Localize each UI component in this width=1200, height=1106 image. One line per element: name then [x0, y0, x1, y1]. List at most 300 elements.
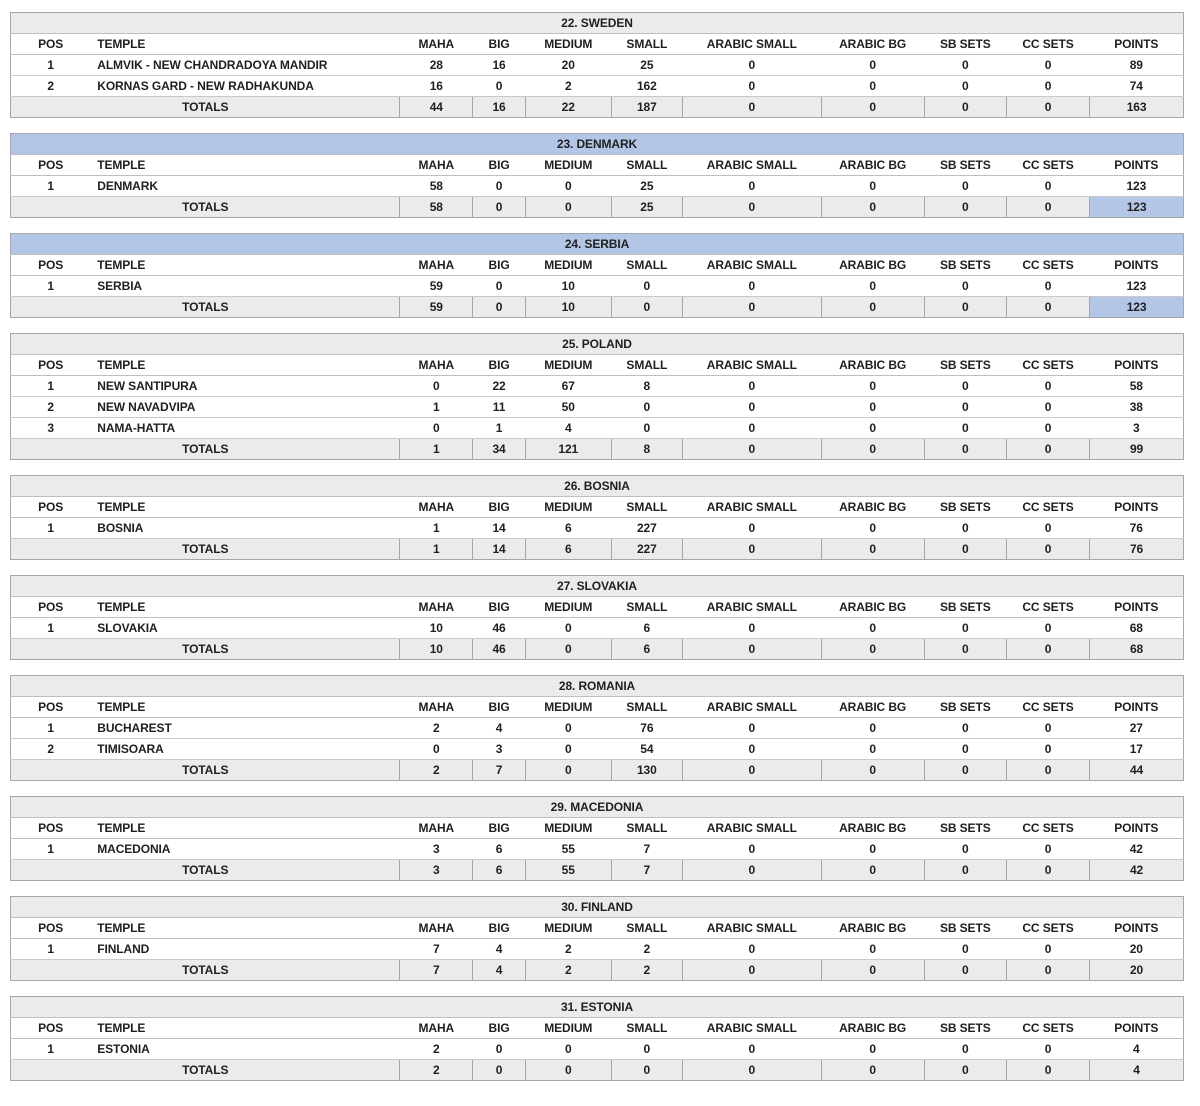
- totals-label: TOTALS: [11, 639, 400, 660]
- column-header-temple: TEMPLE: [90, 255, 400, 276]
- totals-value-cell: 0: [924, 297, 1006, 318]
- temple-cell: ALMVIK - NEW CHANDRADOYA MANDIR: [90, 55, 400, 76]
- column-header-small: SMALL: [611, 697, 683, 718]
- totals-value-cell: 7: [473, 760, 526, 781]
- totals-points-cell: 4: [1090, 1060, 1184, 1081]
- totals-value-cell: 0: [683, 860, 821, 881]
- column-header-sb-sets: SB SETS: [924, 1018, 1006, 1039]
- value-cell: 7: [400, 939, 473, 960]
- column-header-big: BIG: [473, 255, 526, 276]
- country-table-24-serbia: [10, 233, 1184, 318]
- totals-value-cell: 0: [821, 97, 924, 118]
- column-header-arabic-bg: ARABIC BG: [821, 155, 924, 176]
- table-row: [11, 276, 1184, 297]
- totals-value-cell: 0: [1006, 539, 1089, 560]
- table-row: [11, 718, 1184, 739]
- table-row: [11, 55, 1184, 76]
- totals-value-cell: 0: [473, 197, 526, 218]
- column-header-medium: MEDIUM: [525, 697, 611, 718]
- value-cell: 0: [683, 839, 821, 860]
- column-header-medium: MEDIUM: [525, 34, 611, 55]
- value-cell: 67: [525, 376, 611, 397]
- value-cell: 0: [924, 1039, 1006, 1060]
- table-title: 27. SLOVAKIA: [11, 576, 1184, 597]
- column-header-maha: MAHA: [400, 34, 473, 55]
- totals-points-cell: 44: [1090, 760, 1184, 781]
- value-cell: 0: [924, 276, 1006, 297]
- value-cell: 0: [683, 418, 821, 439]
- pos-cell: 2: [11, 397, 91, 418]
- totals-row: [11, 760, 1184, 781]
- value-cell: 0: [473, 1039, 526, 1060]
- value-cell: 17: [1090, 739, 1184, 760]
- totals-value-cell: 6: [611, 639, 683, 660]
- totals-points-cell: 163: [1090, 97, 1184, 118]
- table-row: [11, 739, 1184, 760]
- column-header-temple: TEMPLE: [90, 34, 400, 55]
- value-cell: 0: [821, 839, 924, 860]
- value-cell: 74: [1090, 76, 1184, 97]
- value-cell: 59: [400, 276, 473, 297]
- table-title-row: [11, 676, 1184, 697]
- value-cell: 0: [821, 76, 924, 97]
- pos-cell: 1: [11, 518, 91, 539]
- totals-value-cell: 0: [924, 197, 1006, 218]
- column-header-row: [11, 697, 1184, 718]
- column-header-points: POINTS: [1090, 355, 1184, 376]
- totals-value-cell: 55: [525, 860, 611, 881]
- column-header-maha: MAHA: [400, 918, 473, 939]
- totals-value-cell: 10: [525, 297, 611, 318]
- totals-value-cell: 4: [473, 960, 526, 981]
- totals-row: [11, 960, 1184, 981]
- column-header-arabic-bg: ARABIC BG: [821, 355, 924, 376]
- value-cell: 3: [473, 739, 526, 760]
- value-cell: 0: [1006, 76, 1089, 97]
- value-cell: 0: [1006, 176, 1089, 197]
- value-cell: 0: [924, 718, 1006, 739]
- column-header-maha: MAHA: [400, 355, 473, 376]
- value-cell: 4: [473, 939, 526, 960]
- value-cell: 1: [400, 518, 473, 539]
- totals-row: [11, 197, 1184, 218]
- value-cell: 46: [473, 618, 526, 639]
- value-cell: 0: [924, 518, 1006, 539]
- value-cell: 89: [1090, 55, 1184, 76]
- column-header-pos: POS: [11, 155, 91, 176]
- column-header-points: POINTS: [1090, 818, 1184, 839]
- column-header-big: BIG: [473, 497, 526, 518]
- value-cell: 2: [525, 939, 611, 960]
- value-cell: 0: [525, 618, 611, 639]
- column-header-arabic-bg: ARABIC BG: [821, 255, 924, 276]
- column-header-arabic-bg: ARABIC BG: [821, 918, 924, 939]
- column-header-arabic-bg: ARABIC BG: [821, 597, 924, 618]
- column-header-row: [11, 818, 1184, 839]
- column-header-arabic-small: ARABIC SMALL: [683, 597, 821, 618]
- totals-points-cell: 123: [1090, 297, 1184, 318]
- table-row: [11, 176, 1184, 197]
- column-header-maha: MAHA: [400, 155, 473, 176]
- value-cell: 14: [473, 518, 526, 539]
- column-header-big: BIG: [473, 818, 526, 839]
- value-cell: 0: [683, 939, 821, 960]
- totals-points-cell: 68: [1090, 639, 1184, 660]
- temple-cell: BUCHAREST: [90, 718, 400, 739]
- totals-value-cell: 187: [611, 97, 683, 118]
- value-cell: 0: [611, 397, 683, 418]
- column-header-small: SMALL: [611, 597, 683, 618]
- column-header-row: [11, 34, 1184, 55]
- column-header-medium: MEDIUM: [525, 155, 611, 176]
- totals-value-cell: 3: [400, 860, 473, 881]
- value-cell: 0: [683, 618, 821, 639]
- value-cell: 68: [1090, 618, 1184, 639]
- temple-cell: KORNAS GARD - NEW RADHAKUNDA: [90, 76, 400, 97]
- totals-value-cell: 0: [683, 439, 821, 460]
- value-cell: 0: [1006, 1039, 1089, 1060]
- pos-cell: 1: [11, 939, 91, 960]
- pos-cell: 1: [11, 276, 91, 297]
- column-header-medium: MEDIUM: [525, 497, 611, 518]
- totals-value-cell: 59: [400, 297, 473, 318]
- table-title-row: [11, 797, 1184, 818]
- table-title: 22. SWEDEN: [11, 13, 1184, 34]
- pos-cell: 1: [11, 718, 91, 739]
- temple-cell: MACEDONIA: [90, 839, 400, 860]
- column-header-maha: MAHA: [400, 255, 473, 276]
- totals-value-cell: 0: [473, 1060, 526, 1081]
- value-cell: 28: [400, 55, 473, 76]
- table-row: [11, 518, 1184, 539]
- pos-cell: 3: [11, 418, 91, 439]
- value-cell: 0: [924, 618, 1006, 639]
- value-cell: 0: [1006, 397, 1089, 418]
- column-header-points: POINTS: [1090, 497, 1184, 518]
- column-header-pos: POS: [11, 818, 91, 839]
- column-header-maha: MAHA: [400, 497, 473, 518]
- column-header-arabic-small: ARABIC SMALL: [683, 255, 821, 276]
- totals-value-cell: 0: [821, 439, 924, 460]
- value-cell: 0: [683, 76, 821, 97]
- value-cell: 42: [1090, 839, 1184, 860]
- totals-value-cell: 0: [1006, 960, 1089, 981]
- temple-cell: NAMA-HATTA: [90, 418, 400, 439]
- value-cell: 16: [473, 55, 526, 76]
- pos-cell: 2: [11, 739, 91, 760]
- column-header-arabic-bg: ARABIC BG: [821, 1018, 924, 1039]
- totals-value-cell: 0: [611, 297, 683, 318]
- value-cell: 2: [400, 1039, 473, 1060]
- column-header-arabic-bg: ARABIC BG: [821, 697, 924, 718]
- value-cell: 3: [1090, 418, 1184, 439]
- pos-cell: 1: [11, 176, 91, 197]
- value-cell: 0: [821, 276, 924, 297]
- totals-value-cell: 8: [611, 439, 683, 460]
- column-header-big: BIG: [473, 697, 526, 718]
- column-header-arabic-small: ARABIC SMALL: [683, 497, 821, 518]
- totals-value-cell: 2: [525, 960, 611, 981]
- pos-cell: 1: [11, 839, 91, 860]
- totals-value-cell: 0: [683, 297, 821, 318]
- value-cell: 2: [611, 939, 683, 960]
- column-header-row: [11, 1018, 1184, 1039]
- totals-value-cell: 0: [821, 639, 924, 660]
- totals-value-cell: 0: [683, 760, 821, 781]
- table-row: [11, 939, 1184, 960]
- column-header-points: POINTS: [1090, 1018, 1184, 1039]
- totals-value-cell: 0: [924, 860, 1006, 881]
- column-header-cc-sets: CC SETS: [1006, 355, 1089, 376]
- value-cell: 0: [525, 176, 611, 197]
- temple-cell: DENMARK: [90, 176, 400, 197]
- column-header-sb-sets: SB SETS: [924, 497, 1006, 518]
- table-title: 24. SERBIA: [11, 234, 1184, 255]
- column-header-temple: TEMPLE: [90, 818, 400, 839]
- totals-row: [11, 639, 1184, 660]
- totals-value-cell: 0: [1006, 860, 1089, 881]
- totals-value-cell: 1: [400, 439, 473, 460]
- column-header-small: SMALL: [611, 918, 683, 939]
- value-cell: 0: [683, 718, 821, 739]
- totals-value-cell: 0: [1006, 439, 1089, 460]
- column-header-pos: POS: [11, 355, 91, 376]
- table-title: 23. DENMARK: [11, 134, 1184, 155]
- totals-value-cell: 0: [611, 1060, 683, 1081]
- column-header-arabic-small: ARABIC SMALL: [683, 697, 821, 718]
- table-title-row: [11, 897, 1184, 918]
- country-table-29-macedonia: [10, 796, 1184, 881]
- value-cell: 2: [400, 718, 473, 739]
- column-header-maha: MAHA: [400, 1018, 473, 1039]
- column-header-temple: TEMPLE: [90, 355, 400, 376]
- totals-label: TOTALS: [11, 860, 400, 881]
- column-header-small: SMALL: [611, 818, 683, 839]
- value-cell: 54: [611, 739, 683, 760]
- column-header-arabic-small: ARABIC SMALL: [683, 355, 821, 376]
- column-header-temple: TEMPLE: [90, 1018, 400, 1039]
- table-title: 30. FINLAND: [11, 897, 1184, 918]
- value-cell: 0: [683, 276, 821, 297]
- totals-value-cell: 2: [611, 960, 683, 981]
- column-header-pos: POS: [11, 497, 91, 518]
- table-title: 31. ESTONIA: [11, 997, 1184, 1018]
- value-cell: 7: [611, 839, 683, 860]
- column-header-pos: POS: [11, 918, 91, 939]
- temple-cell: TIMISOARA: [90, 739, 400, 760]
- value-cell: 8: [611, 376, 683, 397]
- value-cell: 0: [821, 618, 924, 639]
- totals-value-cell: 44: [400, 97, 473, 118]
- value-cell: 2: [525, 76, 611, 97]
- value-cell: 0: [683, 739, 821, 760]
- column-header-cc-sets: CC SETS: [1006, 255, 1089, 276]
- column-header-maha: MAHA: [400, 818, 473, 839]
- totals-value-cell: 0: [683, 197, 821, 218]
- column-header-small: SMALL: [611, 1018, 683, 1039]
- totals-value-cell: 2: [400, 1060, 473, 1081]
- totals-points-cell: 99: [1090, 439, 1184, 460]
- column-header-cc-sets: CC SETS: [1006, 918, 1089, 939]
- totals-value-cell: 0: [525, 197, 611, 218]
- pos-cell: 1: [11, 618, 91, 639]
- value-cell: 0: [473, 176, 526, 197]
- value-cell: 0: [821, 518, 924, 539]
- value-cell: 0: [821, 939, 924, 960]
- column-header-medium: MEDIUM: [525, 255, 611, 276]
- value-cell: 0: [924, 176, 1006, 197]
- value-cell: 4: [525, 418, 611, 439]
- column-header-points: POINTS: [1090, 597, 1184, 618]
- table-title-row: [11, 13, 1184, 34]
- totals-value-cell: 0: [821, 297, 924, 318]
- country-table-26-bosnia: [10, 475, 1184, 560]
- value-cell: 0: [924, 839, 1006, 860]
- value-cell: 0: [525, 1039, 611, 1060]
- totals-value-cell: 0: [525, 639, 611, 660]
- column-header-big: BIG: [473, 34, 526, 55]
- table-title-row: [11, 476, 1184, 497]
- value-cell: 20: [1090, 939, 1184, 960]
- country-table-31-estonia: [10, 996, 1184, 1081]
- table-row: [11, 418, 1184, 439]
- value-cell: 0: [1006, 618, 1089, 639]
- value-cell: 20: [525, 55, 611, 76]
- table-row: [11, 76, 1184, 97]
- table-title-row: [11, 234, 1184, 255]
- table-row: [11, 618, 1184, 639]
- value-cell: 162: [611, 76, 683, 97]
- column-header-big: BIG: [473, 155, 526, 176]
- totals-value-cell: 7: [400, 960, 473, 981]
- totals-value-cell: 22: [525, 97, 611, 118]
- column-header-small: SMALL: [611, 355, 683, 376]
- column-header-small: SMALL: [611, 255, 683, 276]
- column-header-cc-sets: CC SETS: [1006, 597, 1089, 618]
- country-table-28-romania: [10, 675, 1184, 781]
- totals-value-cell: 0: [1006, 97, 1089, 118]
- totals-label: TOTALS: [11, 1060, 400, 1081]
- totals-label: TOTALS: [11, 760, 400, 781]
- totals-value-cell: 0: [924, 960, 1006, 981]
- totals-value-cell: 0: [821, 860, 924, 881]
- table-title-row: [11, 576, 1184, 597]
- value-cell: 0: [400, 418, 473, 439]
- column-header-points: POINTS: [1090, 255, 1184, 276]
- value-cell: 0: [1006, 939, 1089, 960]
- column-header-sb-sets: SB SETS: [924, 818, 1006, 839]
- value-cell: 0: [683, 176, 821, 197]
- column-header-points: POINTS: [1090, 697, 1184, 718]
- column-header-sb-sets: SB SETS: [924, 355, 1006, 376]
- totals-label: TOTALS: [11, 297, 400, 318]
- totals-value-cell: 7: [611, 860, 683, 881]
- table-title: 26. BOSNIA: [11, 476, 1184, 497]
- column-header-points: POINTS: [1090, 34, 1184, 55]
- totals-row: [11, 297, 1184, 318]
- value-cell: 0: [821, 739, 924, 760]
- temple-cell: FINLAND: [90, 939, 400, 960]
- column-header-sb-sets: SB SETS: [924, 34, 1006, 55]
- value-cell: 4: [473, 718, 526, 739]
- column-header-row: [11, 918, 1184, 939]
- value-cell: 6: [473, 839, 526, 860]
- totals-value-cell: 2: [400, 760, 473, 781]
- column-header-arabic-small: ARABIC SMALL: [683, 34, 821, 55]
- value-cell: 0: [611, 1039, 683, 1060]
- table-row: [11, 1039, 1184, 1060]
- value-cell: 0: [1006, 518, 1089, 539]
- column-header-pos: POS: [11, 34, 91, 55]
- totals-value-cell: 0: [1006, 297, 1089, 318]
- column-header-big: BIG: [473, 597, 526, 618]
- country-table-30-finland: [10, 896, 1184, 981]
- value-cell: 0: [924, 376, 1006, 397]
- totals-value-cell: 0: [924, 760, 1006, 781]
- totals-label: TOTALS: [11, 197, 400, 218]
- value-cell: 6: [611, 618, 683, 639]
- value-cell: 0: [611, 418, 683, 439]
- column-header-big: BIG: [473, 918, 526, 939]
- temple-cell: ESTONIA: [90, 1039, 400, 1060]
- totals-value-cell: 6: [473, 860, 526, 881]
- temple-cell: NEW NAVADVIPA: [90, 397, 400, 418]
- totals-value-cell: 0: [683, 97, 821, 118]
- value-cell: 0: [683, 518, 821, 539]
- table-title-row: [11, 134, 1184, 155]
- table-title-row: [11, 334, 1184, 355]
- totals-row: [11, 1060, 1184, 1081]
- value-cell: 0: [683, 376, 821, 397]
- country-table-22-sweden: [10, 12, 1184, 118]
- table-title: 29. MACEDONIA: [11, 797, 1184, 818]
- totals-label: TOTALS: [11, 960, 400, 981]
- table-title: 25. POLAND: [11, 334, 1184, 355]
- totals-value-cell: 0: [473, 297, 526, 318]
- country-table-27-slovakia: [10, 575, 1184, 660]
- value-cell: 0: [924, 418, 1006, 439]
- totals-value-cell: 0: [683, 639, 821, 660]
- column-header-big: BIG: [473, 1018, 526, 1039]
- value-cell: 10: [400, 618, 473, 639]
- value-cell: 0: [611, 276, 683, 297]
- column-header-medium: MEDIUM: [525, 1018, 611, 1039]
- value-cell: 0: [473, 76, 526, 97]
- totals-value-cell: 0: [821, 197, 924, 218]
- column-header-sb-sets: SB SETS: [924, 155, 1006, 176]
- value-cell: 123: [1090, 276, 1184, 297]
- table-row: [11, 397, 1184, 418]
- table-title: 28. ROMANIA: [11, 676, 1184, 697]
- temple-cell: SLOVAKIA: [90, 618, 400, 639]
- value-cell: 0: [924, 397, 1006, 418]
- column-header-arabic-small: ARABIC SMALL: [683, 155, 821, 176]
- value-cell: 1: [473, 418, 526, 439]
- table-row: [11, 839, 1184, 860]
- temple-cell: NEW SANTIPURA: [90, 376, 400, 397]
- totals-value-cell: 10: [400, 639, 473, 660]
- totals-value-cell: 0: [1006, 197, 1089, 218]
- totals-value-cell: 0: [924, 439, 1006, 460]
- totals-label: TOTALS: [11, 97, 400, 118]
- value-cell: 22: [473, 376, 526, 397]
- value-cell: 4: [1090, 1039, 1184, 1060]
- value-cell: 0: [821, 176, 924, 197]
- value-cell: 25: [611, 55, 683, 76]
- column-header-maha: MAHA: [400, 597, 473, 618]
- value-cell: 0: [1006, 418, 1089, 439]
- value-cell: 16: [400, 76, 473, 97]
